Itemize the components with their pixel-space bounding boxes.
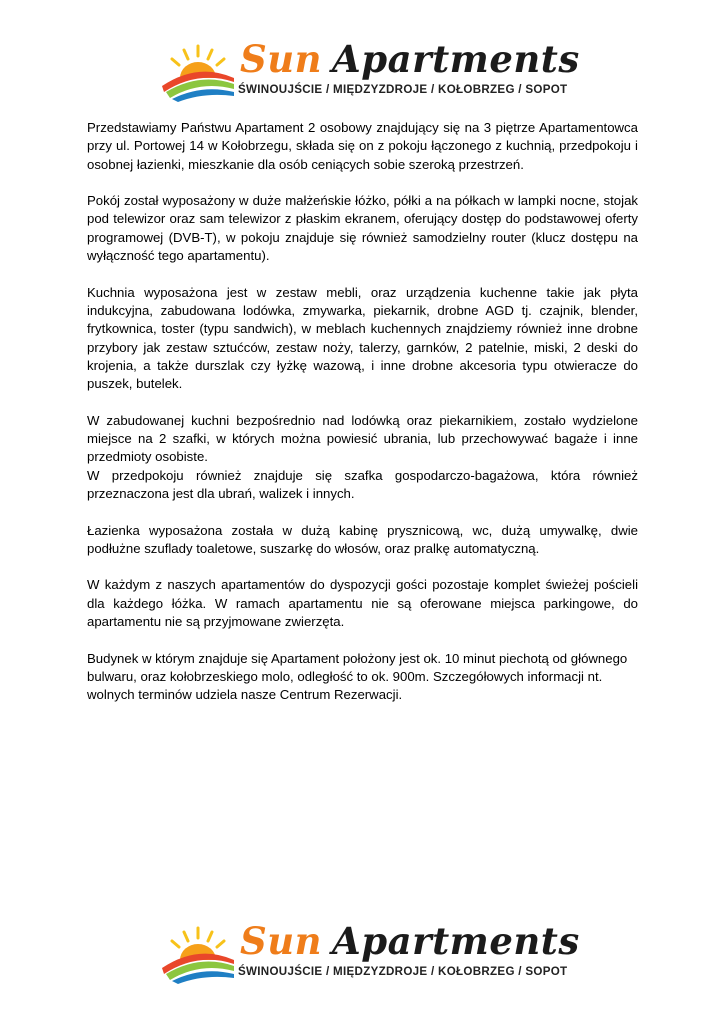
paragraph-bathroom: Łazienka wyposażona została w dużą kabinę prysznicową, wc, dużą umywalkę, dwie podłużne szuflady toaletowe, suszarkę do włosów, oraz pralkę automatyczną. bbox=[87, 522, 638, 556]
brand-apartments: Apartments bbox=[332, 37, 580, 81]
brand-sun: Sun bbox=[240, 919, 323, 963]
cities-tagline: ŚWINOUJŚCIE / MIĘDZYZDROJE / KOŁOBRZEG / SOPOT bbox=[238, 83, 568, 96]
paragraph-location: Budynek w którym znajduje się Apartament położony jest ok. 10 minut piechotą od głównego bulwaru, oraz kołobrzeskiego molo, odległość to ok. 900m. Szczegółowych informacji nt. wolnych terminów udziela nasze Centrum Rezerwacji. bbox=[87, 650, 628, 703]
sun-wave-logo-icon bbox=[158, 924, 238, 984]
paragraph-storage: W zabudowanej kuchni bezpośrednio nad lodówką oraz piekarnikiem, zostało wydzielone miejsce na 2 szafki, w których można powiesić ubrania, lub przechowywać bagaże i inne przedmioty osobiste. bbox=[87, 412, 638, 465]
sun-wave-logo-icon bbox=[158, 42, 238, 102]
brand-apartments: Apartments bbox=[332, 919, 580, 963]
brand-name bbox=[240, 916, 580, 966]
cities-tagline: ŚWINOUJŚCIE / MIĘDZYZDROJE / KOŁOBRZEG / SOPOT bbox=[238, 965, 568, 978]
header-logo bbox=[158, 37, 580, 104]
paragraph-kitchen: Kuchnia wyposażona jest w zestaw mebli, oraz urządzenia kuchenne takie jak płyta indukcyjna, zabudowana lodówka, zmywarka, piekarnik, drobne AGD tj. czajnik, blender, frytkownica, toster (typu sandwich), w meblach kuchennych znajdziemy również inne drobne przybory jak zestaw sztućców, zestaw noży, talerzy, garnków, 2 patelnie, miski, 2 deski do krojenia, a także durszlak czy łyżkę wazową, i inne drobne akcesoria typu otwieracze do puszek, butelek. bbox=[87, 284, 638, 392]
paragraph-hallway: W przedpokoju również znajduje się szafka gospodarczo-bagażowa, która również przeznaczona jest dla ubrań, walizek i innych. bbox=[87, 467, 638, 501]
footer-logo bbox=[158, 919, 580, 986]
description-body bbox=[87, 119, 638, 723]
paragraph-bedding: W każdym z naszych apartamentów do dyspozycji gości pozostaje komplet świeżej pościeli dla każdego łóżka. W ramach apartamentu nie są oferowane miejsca parkingowe, do apartamentu nie są przyjmowane zwierzęta. bbox=[87, 577, 638, 630]
brand-name bbox=[240, 34, 580, 84]
brand-sun: Sun bbox=[240, 37, 323, 81]
paragraph-intro: Przedstawiamy Państwu Apartament 2 osobowy znajdujący się na 3 piętrze Apartamentowca przy ul. Portowej 14 w Kołobrzegu, składa się on z pokoju łączonego z kuchnią, przedpokoju i osobnej łazienki, mieszkanie dla osób ceniących sobie szeroką przestrzeń. bbox=[87, 120, 638, 172]
paragraph-room: Pokój został wyposażony w duże małżeńskie łóżko, półki a na półkach w lampki nocne, stojak pod telewizor oraz sam telewizor z płaskim ekranem, oferujący dostęp do podstawowej oferty programowej (DVB-T), w pokoju znajduje się również samodzielny router (klucz dostępu na wyłączność tego apartamentu). bbox=[87, 193, 638, 264]
